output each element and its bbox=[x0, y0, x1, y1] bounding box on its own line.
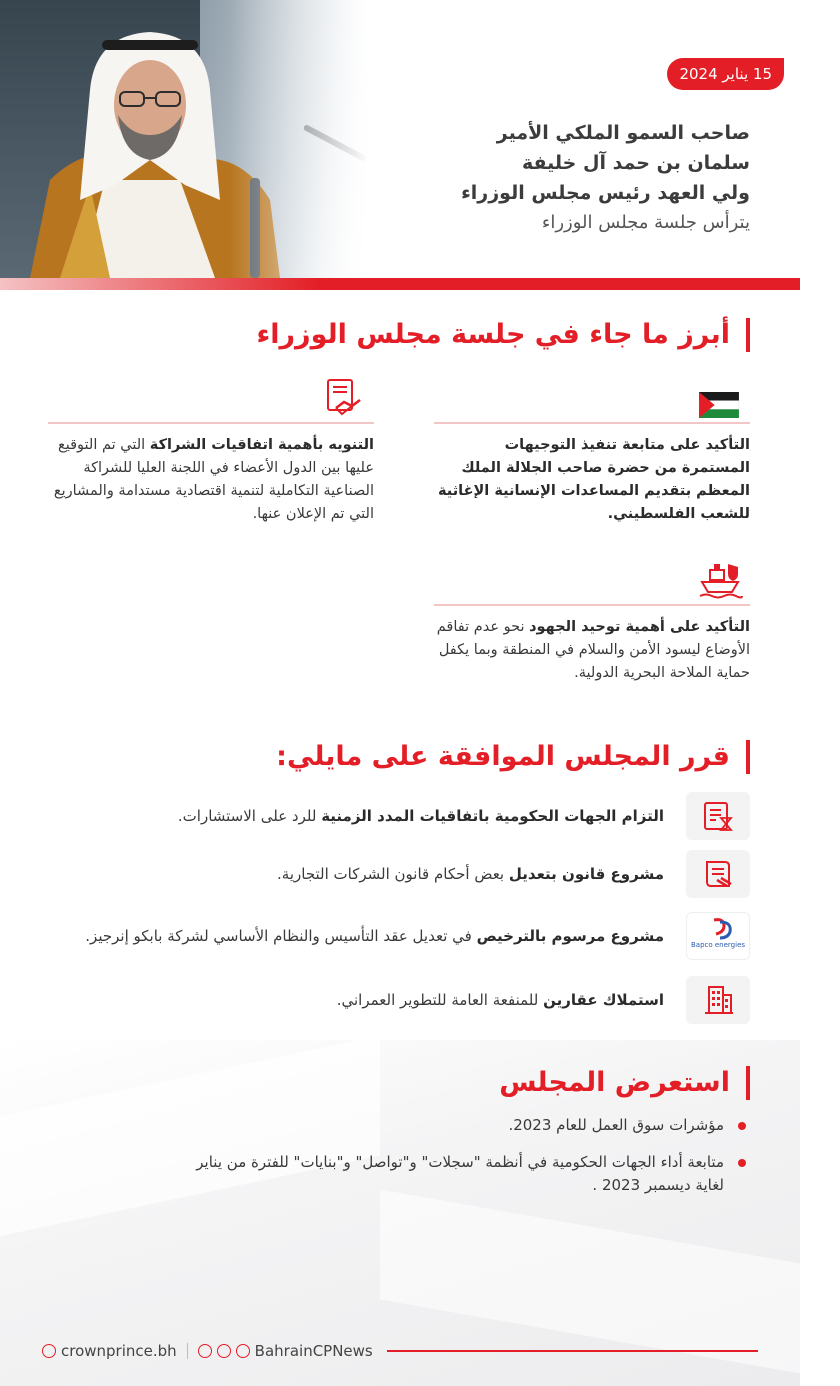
highlights-heading: أبرز ما جاء في جلسة مجلس الوزراء bbox=[256, 318, 750, 352]
law-scroll-icon bbox=[686, 850, 750, 898]
instagram-icon[interactable] bbox=[198, 1344, 212, 1358]
x-icon[interactable] bbox=[217, 1344, 231, 1358]
date-badge bbox=[667, 58, 784, 90]
highlight-text-3: التأكيد على أهمية توحيد الجهود نحو عدم تفاقم الأوضاع ليسود الأمن والسلام في المنطقة وبما يكفل حماية الملاحة البحرية الدولية. bbox=[436, 619, 750, 681]
website-link[interactable]: crownprince.bh bbox=[61, 1342, 177, 1360]
decision-item-4 bbox=[50, 976, 750, 1024]
decision-text-1: التزام الجهات الحكومية باتفاقيات المدد الزمنية للرد على الاستشارات. bbox=[177, 807, 664, 825]
decisions-heading: قرر المجلس الموافقة على مايلي: bbox=[276, 740, 750, 774]
handshake-document-icon bbox=[322, 378, 362, 418]
crown-prince-photo bbox=[0, 0, 370, 278]
hero-subtitle: يترأس جلسة مجلس الوزراء bbox=[541, 212, 750, 233]
decision-item-3 bbox=[50, 912, 750, 960]
globe-icon bbox=[42, 1344, 56, 1358]
title-line-2: سلمان بن حمد آل خليفة bbox=[521, 152, 750, 174]
highlight-card-partnership bbox=[48, 374, 374, 526]
logo-text: Bapco energies bbox=[690, 941, 746, 949]
footer bbox=[42, 1340, 758, 1362]
decision-item-2 bbox=[50, 850, 750, 898]
highlight-text-2: التنويه بأهمية اتفاقيات الشراكة التي تم التوقيع عليها بين الدول الأعضاء في اللجنة العليا للشراكة الصناعية التكاملية لتنمية اقتصادية مستدامة والمشاريع التي تم الإعلان عنها. bbox=[53, 437, 374, 522]
reviewed-item-1: مؤشرات سوق العمل للعام 2023. bbox=[190, 1114, 750, 1137]
building-icon bbox=[686, 976, 750, 1024]
decision-item-1 bbox=[50, 792, 750, 840]
ship-shield-icon bbox=[698, 560, 742, 600]
reviewed-heading: استعرض المجلس bbox=[499, 1066, 750, 1100]
palestine-flag-icon bbox=[696, 392, 742, 418]
reviewed-item-2: متابعة أداء الجهات الحكومية في أنظمة "سجلات" و"تواصل" و"بنايات" للفترة من يناير لغاية ديسمبر 2023 . bbox=[190, 1151, 750, 1197]
decision-text-3: مشروع مرسوم بالترخيص في تعديل عقد التأسيس والنظام الأساسي لشركة بابكو إنرجيز. bbox=[85, 927, 664, 945]
header-divider bbox=[0, 278, 800, 290]
document-clock-icon bbox=[686, 792, 750, 840]
footer-line bbox=[387, 1350, 758, 1352]
bapco-energies-logo bbox=[686, 912, 750, 960]
reviewed-list bbox=[190, 1114, 750, 1211]
hero-title bbox=[390, 118, 750, 238]
hero-section bbox=[0, 0, 800, 278]
highlight-text-1: التأكيد على متابعة تنفيذ التوجيهات المستمرة من حضرة صاحب الجلالة الملك المعظم بتقديم المساعدات الإنسانية الإغاثية للشعب الفلسطيني. bbox=[438, 437, 750, 522]
date-text: 15 يناير 2024 bbox=[679, 65, 772, 83]
title-line-3: ولي العهد رئيس مجلس الوزراء bbox=[461, 182, 750, 204]
highlight-card-palestine bbox=[434, 380, 750, 526]
decision-text-4: استملاك عقارين للمنفعة العامة للتطوير العمراني. bbox=[336, 991, 664, 1009]
social-handle[interactable]: BahrainCPNews bbox=[254, 1342, 373, 1360]
threads-icon[interactable] bbox=[236, 1344, 250, 1358]
title-line-1: صاحب السمو الملكي الأمير bbox=[496, 122, 750, 144]
highlight-card-maritime bbox=[434, 562, 750, 685]
decision-text-2: مشروع قانون بتعديل بعض أحكام قانون الشركات التجارية. bbox=[277, 865, 664, 883]
